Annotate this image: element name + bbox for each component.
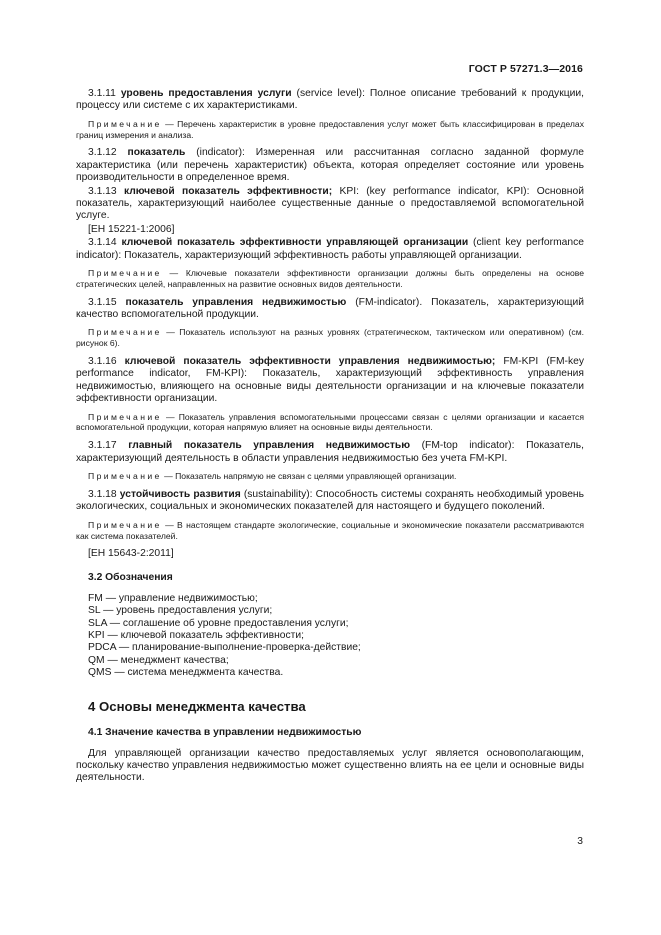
note-paragraph [76,268,584,290]
source-reference: [ЕН 15643-2:2011] [88,548,174,560]
definition-paragraph [76,356,584,406]
note-paragraph [76,412,584,434]
designation-item: QMS — система менеджмента качества. [88,667,284,679]
definition-paragraph [76,440,584,465]
defined-term: устойчивость развития [119,488,241,500]
note-label: Примечание [88,471,162,482]
definition-text: (sustainability): Способность системы сохранять необходимый уровень экологических, социальных и экономических показателей для настоящего и будущего поколений. [76,488,584,513]
definition-paragraph [76,88,584,113]
clause-number: 3.1.12 [88,147,117,159]
source-reference: [ЕН 15221-1:2006] [88,223,175,235]
definition-text: (FM-indicator). Показатель, характеризующий качество вспомогательной продукции. [76,296,584,321]
defined-term: ключевой показатель эффективности управления недвижимостью; [124,356,496,368]
designation-item: QM — менеджмент качества; [88,654,229,666]
section-heading: 4 Основы менеджмента качества [88,698,306,714]
definitions-list [76,88,584,561]
clause-number: 3.1.16 [88,356,117,368]
note-label: Примечание [88,118,162,129]
definition-paragraph [76,147,584,184]
definition-text: KPI: (key performance indicator, KPI): Основной показатель, характеризующий наиболее существенные данные о предоставляемой вспомогательной услуге. [76,185,584,222]
designations-heading: 3.2 Обозначения [88,571,173,583]
document-header: ГОСТ Р 57271.3—2016 [468,63,583,75]
designation-item: KPI — ключевой показатель эффективности; [88,629,304,641]
note-text: — Показатель напрямую не связан с целями управляющей организации. [161,471,457,482]
note-label: Примечание [88,327,162,338]
defined-term: показатель управления недвижимостью [125,296,347,308]
defined-term: главный показатель управления недвижимостью [128,440,411,452]
note-text: — Ключевые показатели эффективности организации должны быть определены на основе стратегических целей, направленных на развитие основных видов деятельности. [76,268,584,289]
designation-item: PDCA — планирование-выполнение-проверка-действие; [88,642,361,654]
section-body-paragraph: Для управляющей организации качество предоставляемых услуг является основополагающим, поскольку качество управления недвижимостью может существенно влиять на ее цели и основные виды деятельности. [76,747,584,784]
definition-paragraph [76,186,584,223]
definition-paragraph [76,489,584,514]
clause-number: 3.1.13 [88,185,117,197]
definition-paragraph [76,237,584,262]
note-label: Примечание [88,519,162,530]
defined-term: ключевой показатель эффективности управляющей организации [121,237,469,249]
subsection-heading: 4.1 Значение качества в управлении недвижимостью [88,726,362,738]
note-paragraph [76,327,584,349]
note-paragraph [76,520,584,542]
clause-number: 3.1.15 [88,296,117,308]
document-body [76,88,584,786]
definition-text: (FM-top indicator): Показатель, характеризующий деятельность в области управления недвижимостью без учета FM-KPI. [76,440,584,464]
designation-item: FM — управление недвижимостью; [88,592,258,604]
note-label: Примечание [88,268,162,279]
note-text: — В настоящем стандарте экологические, социальные и экономические показатели рассматриваются как система показателей. [76,519,584,541]
defined-term: ключевой показатель эффективности; [123,185,333,197]
definition-text: FM-KPI (FM-key performance indicator, FM-KPI): Показатель, характеризующий эффективность управления недвижимостью, влияющего на основные виды деятельности организации и на ключевые показатели эффективности организации. [76,356,584,405]
definition-text: (client key performance indicator): Показатель, характеризующий эффективность работы управляющей организации. [76,237,584,261]
page-number: 3 [577,836,583,847]
clause-number: 3.1.11 [88,88,116,99]
definition-paragraph [76,297,584,322]
note-text: — Перечень характеристик в уровне предоставления услуг может быть классифицирован в пределах границ измерения и анализа. [76,118,584,140]
note-label: Примечание [88,411,162,422]
definition-text: (service level): Полное описание требований к продукции, процессу или системе с их характеристиками. [76,88,584,112]
note-text: — Показатель используют на разных уровнях (стратегическом, тактическом или оперативном) (см. рисунок 6). [76,327,584,349]
note-paragraph [76,471,584,482]
defined-term: уровень предоставления услуги [120,88,292,99]
designation-item: SLA — соглашение об уровне предоставления услуги; [88,617,349,629]
clause-number: 3.1.14 [88,237,117,249]
note-paragraph [76,119,584,141]
definition-text: (indicator): Измеренная или рассчитанная согласно заданной формуле характеристика (или перечень характеристик) объекта, которая определяет состояние или уровень производительности в определенное время. [76,147,584,184]
designation-item: SL — уровень предоставления услуги; [88,605,273,617]
clause-number: 3.1.17 [88,440,117,452]
clause-number: 3.1.18 [88,488,117,500]
note-text: — Показатель управления вспомогательными процессами связан с целями организации и касается вспомогательной продукции, которая напрямую влияет на основные виды деятельности. [76,411,584,433]
defined-term: показатель [127,147,186,159]
designations-list [76,593,584,680]
